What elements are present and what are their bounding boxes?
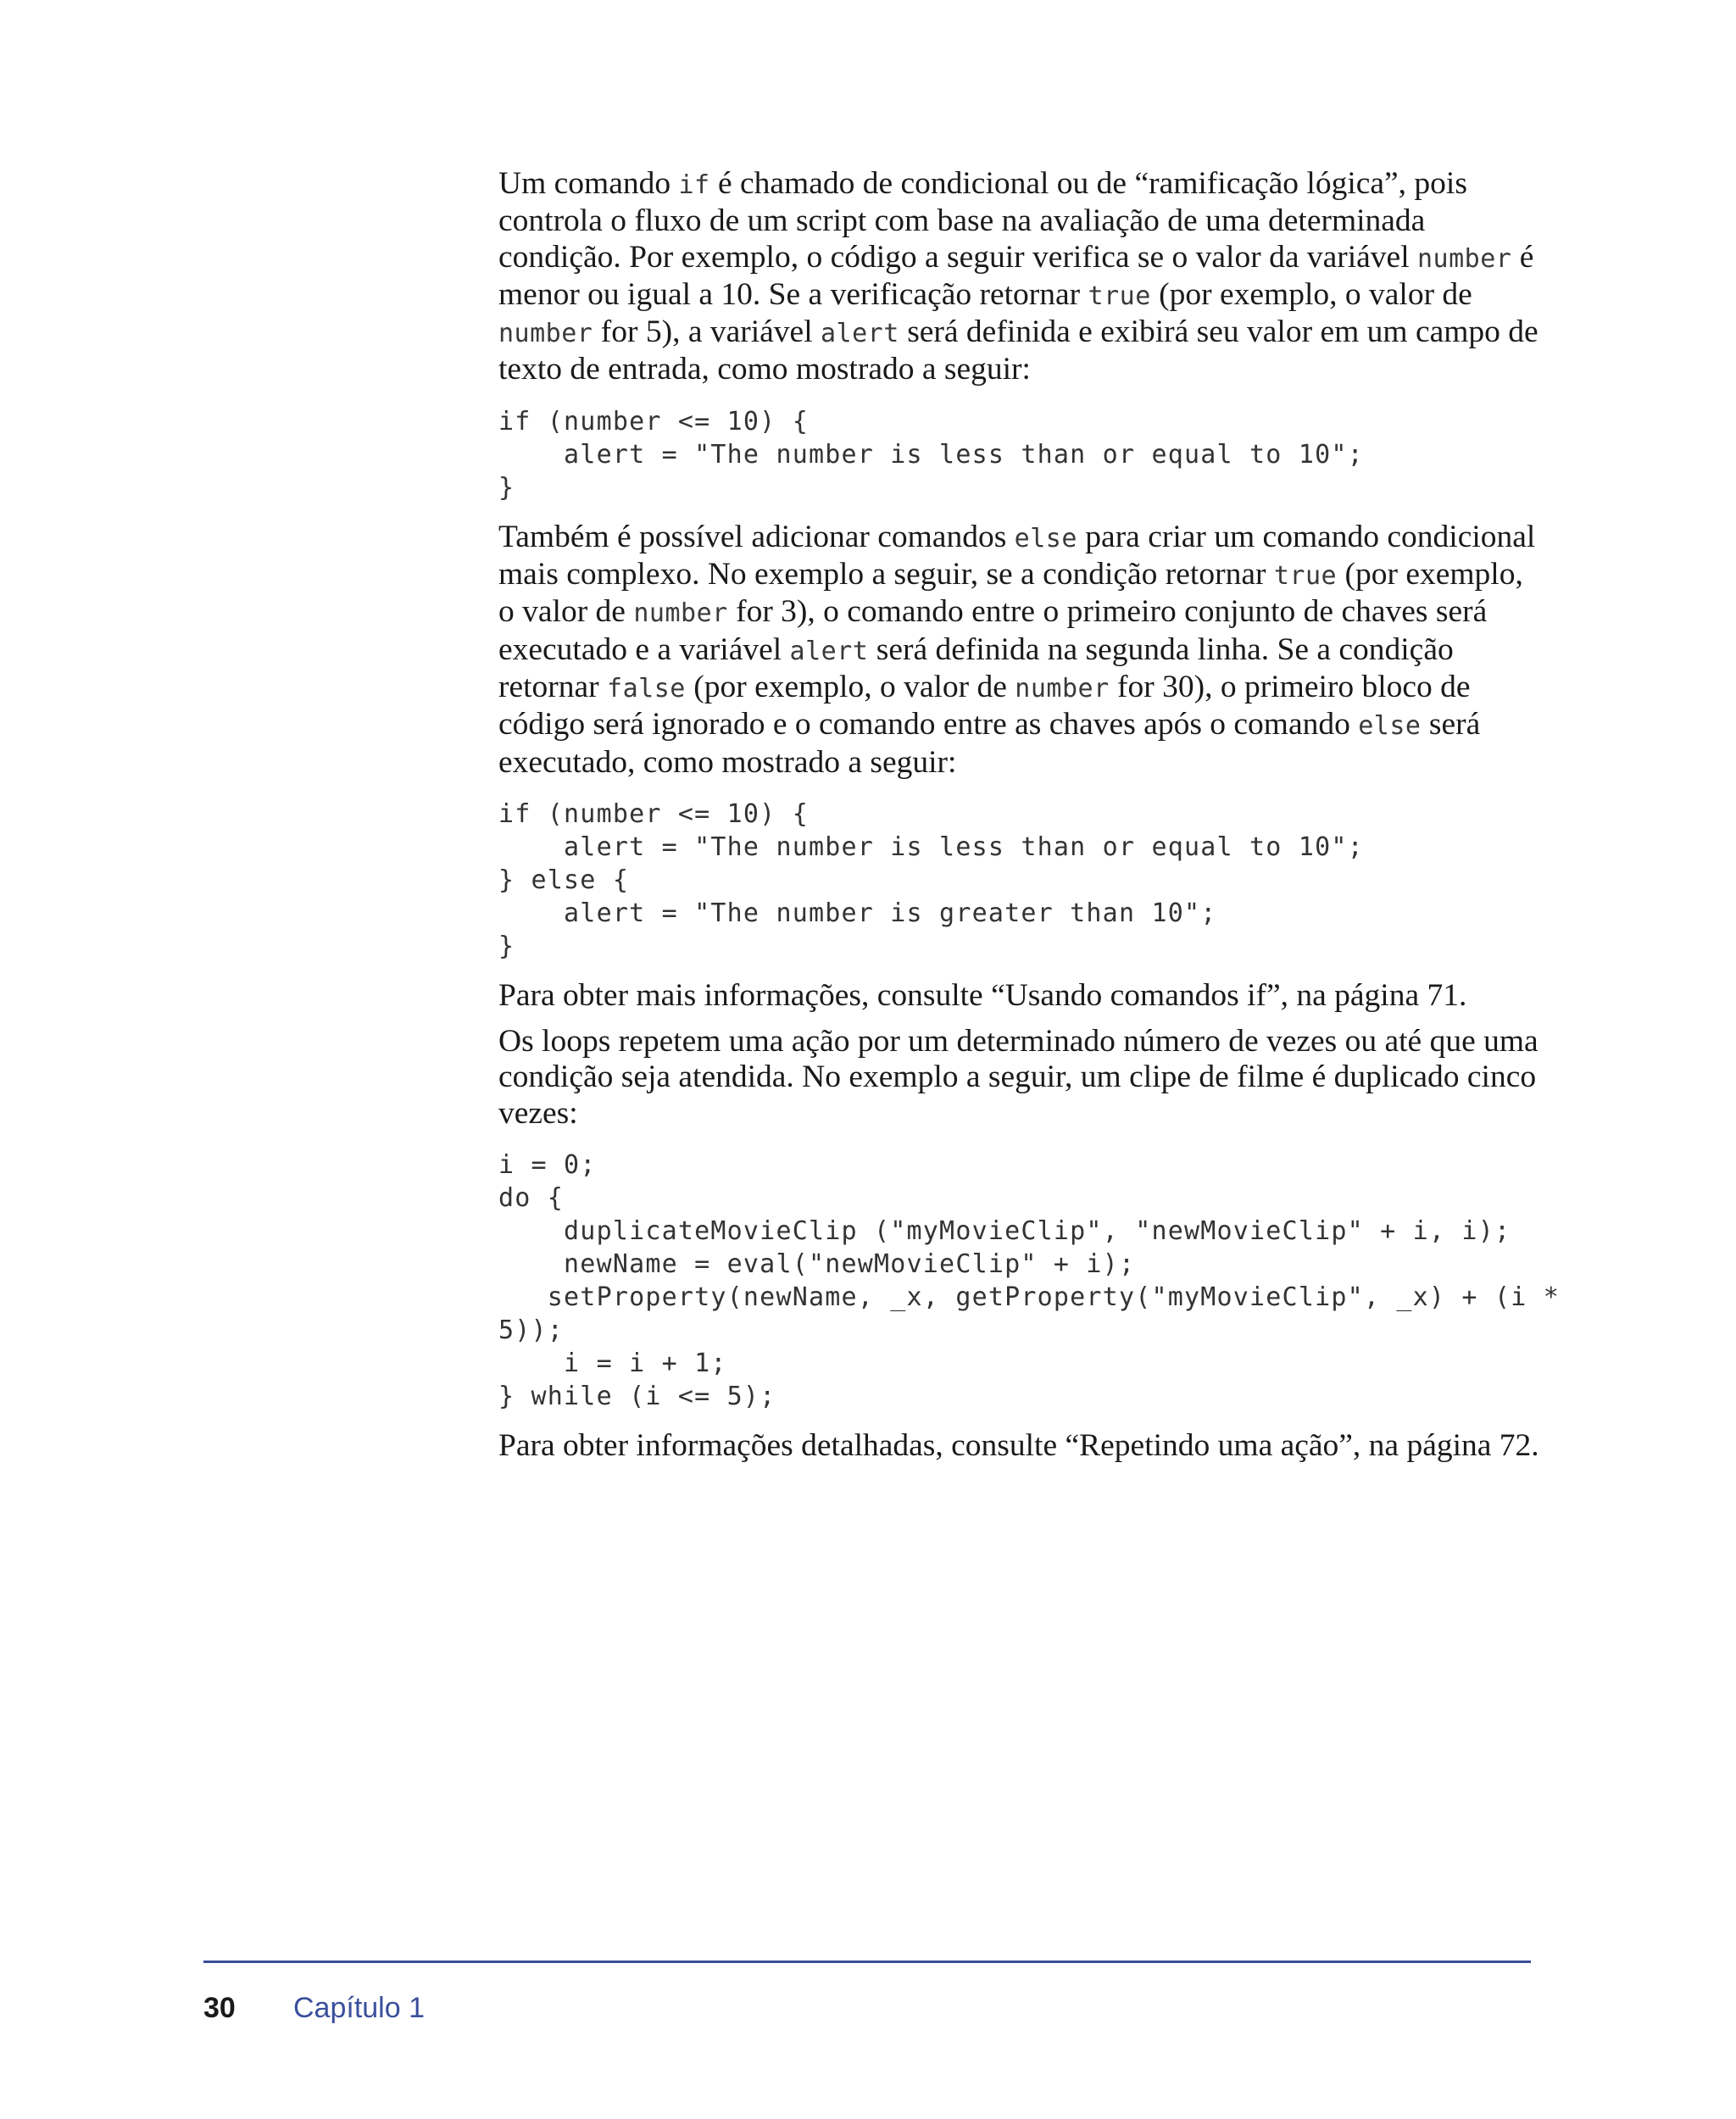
- text-run: for 30), o primeiro bloco de código será ignorado e o comando entre as chaves após o comando: [498, 669, 1471, 742]
- paragraph-loops-intro: Os loops repetem uma ação por um determinado número de vezes ou até que uma condição seja atendida. No exemplo a seguir, um clipe de filme é duplicado cinco vezes:: [498, 1024, 1538, 1131]
- text-run: é chamado de condicional ou de “ramificação lógica”, pois controla o fluxo de um script com base na avaliação de uma determinada condição. Por exemplo, o código a seguir verifica se o valor da variável: [498, 166, 1467, 275]
- footer-rule: [203, 1960, 1531, 1963]
- inline-code: true: [1088, 281, 1151, 311]
- inline-code: number: [1416, 243, 1512, 274]
- text-run: será definida na segunda linha. Se a condição retornar: [498, 631, 1454, 704]
- paragraph-more-info-if: Para obter mais informações, consulte “Usando comandos if”, na página 71.: [498, 977, 1467, 1013]
- text-run: (por exemplo, o valor de: [685, 669, 1015, 704]
- inline-code: false: [607, 673, 686, 704]
- text-run: for 3), o comando entre o primeiro conjunto de chaves será executado e a variável: [498, 594, 1488, 667]
- inline-code: true: [1273, 561, 1338, 592]
- text-run: (por exemplo, o valor de: [498, 557, 1523, 630]
- text-run: Também é possível adicionar comandos: [498, 519, 1015, 554]
- text-run: será definida e exibirá seu valor em um campo de texto de entrada, como mostrado a seguir:: [498, 314, 1538, 387]
- inline-code: number: [1015, 673, 1110, 704]
- inline-code: else: [1358, 711, 1422, 742]
- text-run: é menor ou igual a 10. Se a verificação retornar: [498, 239, 1534, 312]
- inline-code: alert: [821, 319, 899, 349]
- chapter-label: Capítulo 1: [293, 1992, 425, 2024]
- inline-code: number: [633, 598, 728, 629]
- code-block-if: if (number <= 10) { alert = "The number is less than or equal to 10"; }: [498, 406, 1364, 503]
- paragraph-more-info-loops: Para obter informações detalhadas, consulte “Repetindo uma ação”, na página 72.: [498, 1428, 1539, 1464]
- text-run: (por exemplo, o valor de: [1150, 276, 1472, 312]
- text-run: para criar um comando condicional mais complexo. No exemplo a seguir, se a condição retornar: [498, 519, 1536, 592]
- page-number: 30: [203, 1992, 236, 2024]
- text-run: será executado, como mostrado a seguir:: [498, 707, 1481, 780]
- text-run: for 5), a variável: [593, 314, 821, 350]
- inline-code: else: [1014, 523, 1077, 553]
- inline-code: alert: [789, 636, 869, 666]
- paragraph-else-intro: [498, 520, 1541, 781]
- code-block-do-while: i = 0; do { duplicateMovieClip ("myMovieClip", "newMovieClip" + i, i); newName = eval("newMovieClip" + i); setProperty(newName, _x, getProperty("myMovieClip", _x) + (i * 5)); i = i + 1; } while (i <= 5);: [498, 1150, 1560, 1412]
- inline-code: number: [498, 319, 593, 349]
- text-run: Um comando: [498, 166, 679, 201]
- page-content: [498, 166, 1560, 1474]
- inline-code: if: [678, 170, 710, 200]
- code-block-if-else: if (number <= 10) { alert = "The number is less than or equal to 10"; } else { alert = "The number is greater than 10"; }: [498, 798, 1364, 961]
- paragraph-if-intro: [498, 166, 1541, 388]
